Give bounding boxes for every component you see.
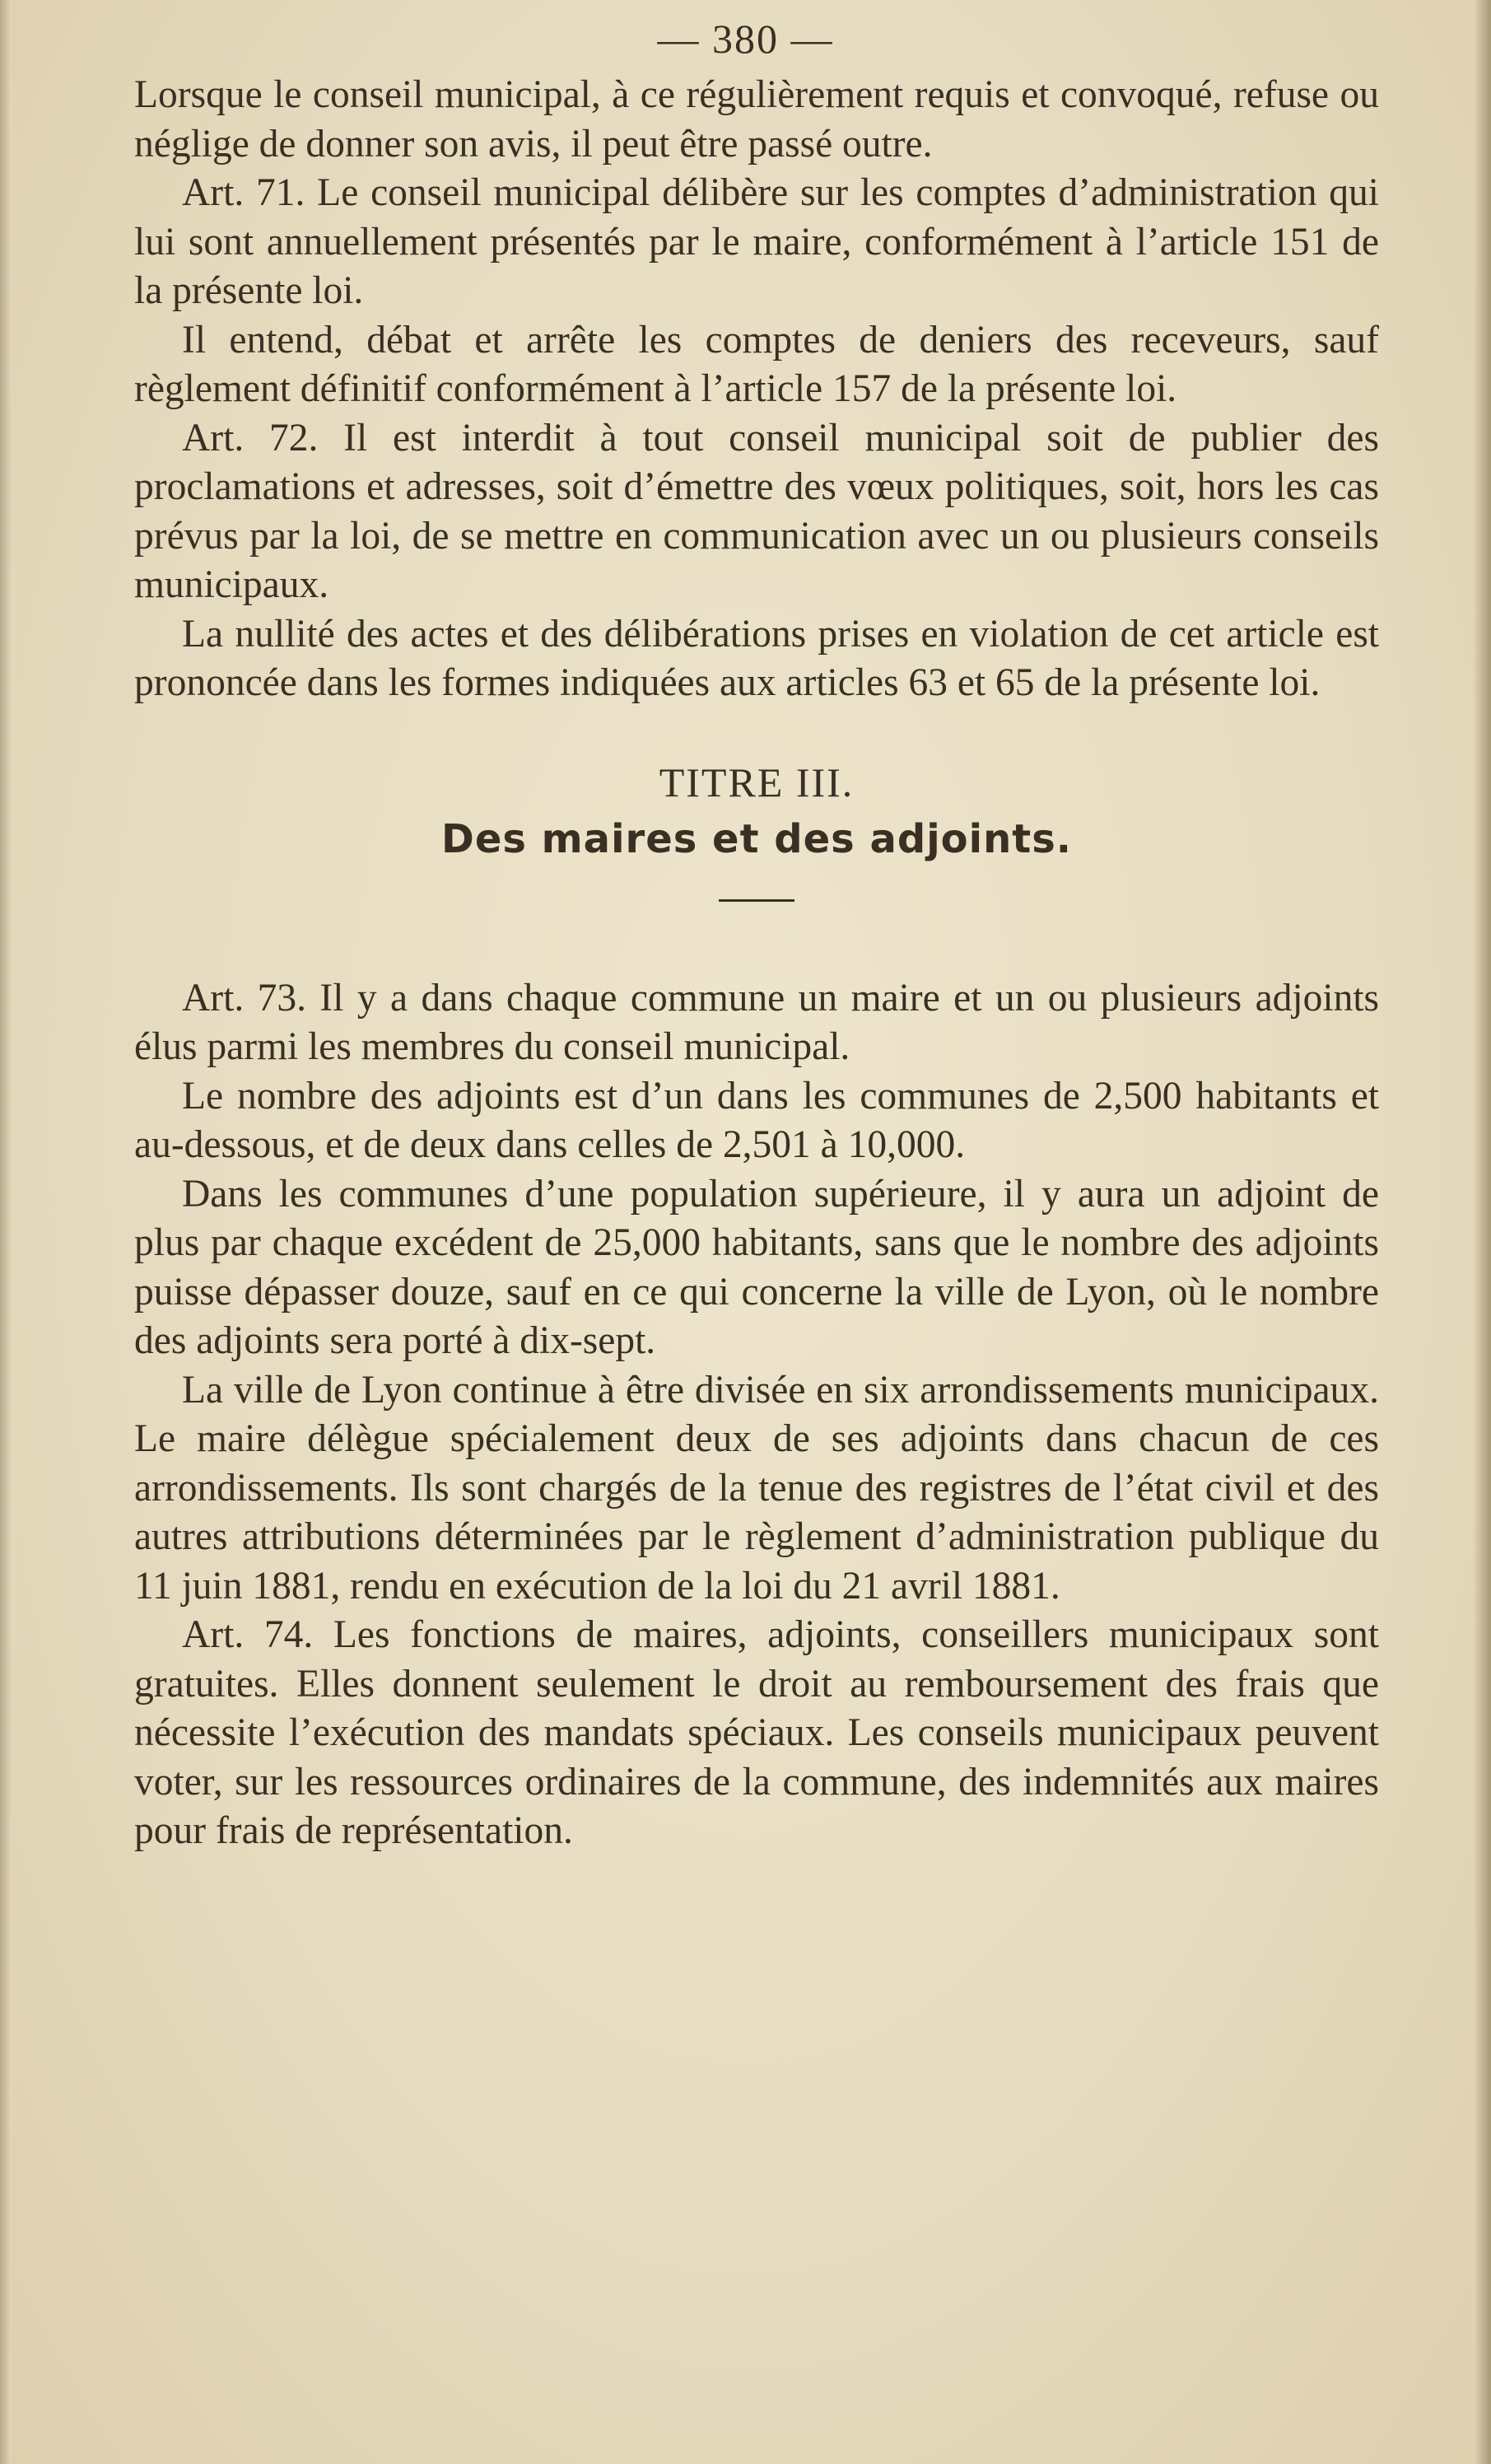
paragraph-9: La ville de Lyon continue à être divisée en six arrondissements municipaux. Le maire délègue spécialement deux de ses adjoints dans chacun de ces arrondissements. Ils sont chargés de la tenue des registres de l’état civil et des autres attributions déterminées par le règlement d’administration publique du 11 juin 1881, rendu en exécution de la loi du 21 avril 1881. — [134, 1368, 1379, 1608]
page-right-edge — [1473, 0, 1491, 2464]
section-subtitle: Des maires et des adjoints. — [440, 815, 1072, 862]
paragraph-3: Il entend, débat et arrête les comptes de deniers des receveurs, sauf règlement définitif conformément à l’article 157 de la présente loi. — [134, 318, 1379, 410]
article-74: Art. 74. Les fonctions de maires, adjoints, conseillers municipaux sont gratuites. Elles donnent seulement le droit au remboursement des frais que nécessite l’exécution des mandats spéciaux. Les conseils municipaux peuvent voter, sur les ressources ordinaires de la commune, des indemnités aux maires pour frais de représentation. — [134, 1613, 1379, 1852]
page-body — [134, 71, 1379, 1856]
paragraph-5: La nullité des actes et des délibérations prises en violation de cet article est prononcée dans les formes indiquées aux articles 63 et 65 de la présente loi. — [134, 612, 1379, 704]
page-left-edge — [0, 0, 12, 2464]
paragraph-8: Dans les communes d’une population supérieure, il y aura un adjoint de plus par chaque excédent de 25,000 habitants, sans que le nombre des adjoints puisse dépasser douze, sauf en ce qui concerne la ville de Lyon, où le nombre des adjoints sera porté à dix-sept. — [134, 1172, 1379, 1362]
page-number: — 380 — — [657, 16, 834, 62]
article-72: Art. 72. Il est interdit à tout conseil municipal soit de publier des proclamations et adresses, soit d’émettre des vœux politiques, soit, hors les cas prévus par la loi, de se mettre en communication avec un ou plusieurs conseils municipaux. — [134, 416, 1379, 606]
section-title: TITRE III. — [659, 758, 855, 805]
article-71: Art. 71. Le conseil municipal délibère sur les comptes d’administration qui lui sont annuellement présentés par le maire, conformément à l’article 151 de la présente loi. — [134, 171, 1379, 312]
article-73: Art. 73. Il y a dans chaque commune un maire et un ou plusieurs adjoints élus parmi les membres du conseil municipal. — [134, 976, 1379, 1068]
paragraph-7: Le nombre des adjoints est d’un dans les communes de 2,500 habitants et au-dessous, et de deux dans celles de 2,501 à 10,000. — [134, 1074, 1379, 1166]
section-rule — [719, 899, 794, 902]
paragraph-1: Lorsque le conseil municipal, à ce régulièrement requis et convoqué, refuse ou néglige de donner son avis, il peut être passé outre. — [134, 73, 1379, 166]
